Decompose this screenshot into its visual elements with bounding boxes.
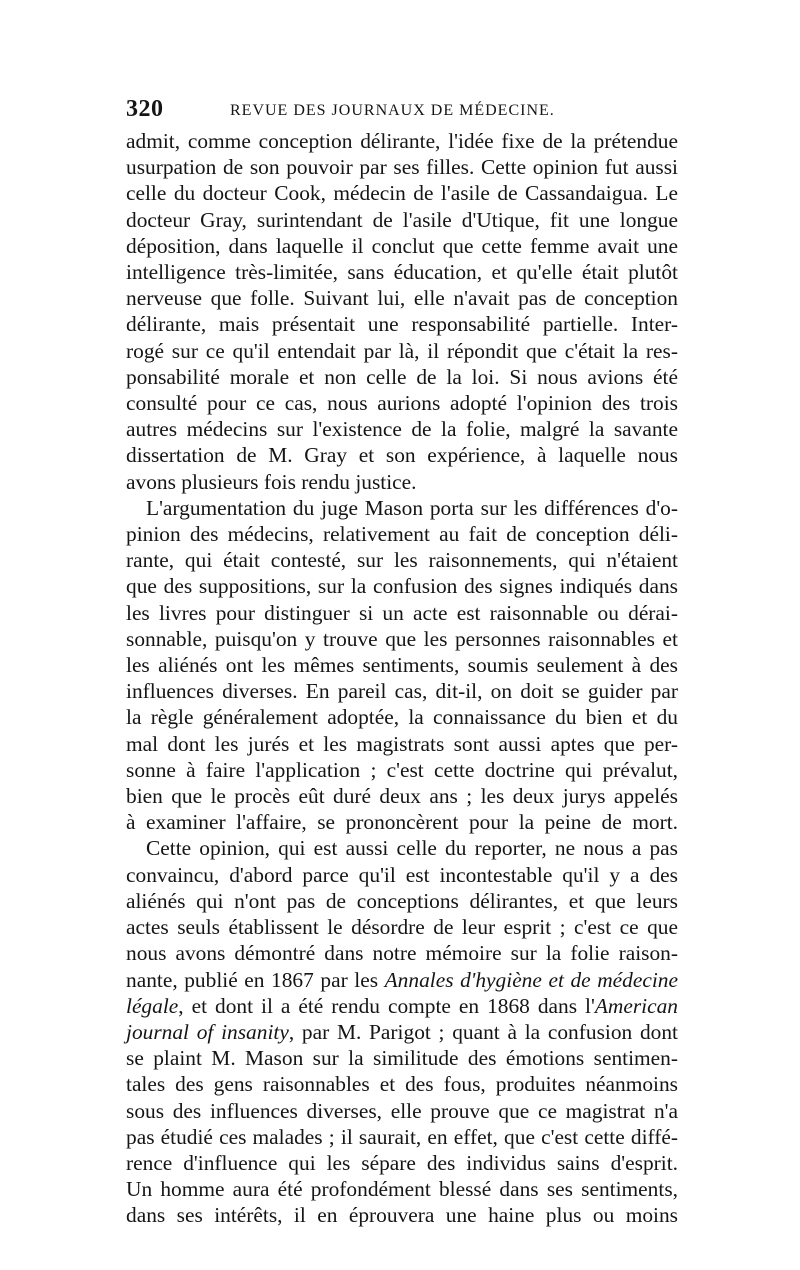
text-line: mal dont les jurés et les magistrats sont aussi aptes que per- bbox=[126, 731, 678, 756]
text-line: actes seuls établissent le désordre de leur esprit ; c'est ce que bbox=[126, 915, 678, 940]
text-line: admit, comme conception délirante, l'idée fixe de la prétendue bbox=[126, 129, 678, 153]
journal-title-american-end: journal of insanity bbox=[126, 1019, 289, 1044]
text-line: tales des gens raisonnables et des fous, produites néanmoins bbox=[126, 1072, 678, 1097]
text-line: à examiner l'affaire, se prononcèrent pour la peine de mort. bbox=[126, 810, 678, 835]
text-line: avons plusieurs fois rendu justice. bbox=[126, 469, 417, 494]
text-line: L'argumentation du juge Mason porta sur les différences d'o- bbox=[146, 495, 678, 520]
text-line: sonnable, puisqu'on y trouve que les personnes raisonnables et bbox=[126, 626, 678, 651]
text-line: nerveuse que folle. Suivant lui, elle n'avait pas de conception bbox=[126, 286, 678, 311]
text-line: celle du docteur Cook, médecin de l'asile de Cassandaigua. Le bbox=[126, 181, 678, 206]
text-line: déposition, dans laquelle il conclut que cette femme avait une bbox=[126, 233, 678, 258]
journal-title-annales-end: légale bbox=[126, 993, 179, 1018]
text-line bbox=[126, 993, 678, 1019]
body-text bbox=[126, 128, 678, 1229]
text-line: bien que le procès eût duré deux ans ; les deux jurys appelés bbox=[126, 784, 678, 809]
text-line bbox=[126, 967, 678, 993]
text-line: pinion des médecins, relativement au fait de conception déli- bbox=[126, 522, 678, 547]
text-line: rante, qui était contesté, sur les raisonnements, qui n'étaient bbox=[126, 548, 678, 573]
text-segment: nante, publié en 1867 par les bbox=[126, 967, 385, 992]
text-line: se plaint M. Mason sur la similitude des émotions sentimen- bbox=[126, 1046, 678, 1071]
paragraph-2 bbox=[126, 495, 678, 836]
text-segment: , et dont il a été rendu compte en 1868 dans l' bbox=[178, 993, 595, 1018]
paragraph-1 bbox=[126, 128, 678, 495]
text-line: intelligence très-limitée, sans éducation, et qu'elle était plutôt bbox=[126, 260, 678, 285]
text-line: sous des influences diverses, elle prouve que ce magistrat n'a bbox=[126, 1098, 678, 1123]
running-title: REVUE DES JOURNAUX DE MÉDECINE. bbox=[230, 102, 555, 119]
text-line: rogé sur ce qu'il entendait par là, il répondit que c'était la res- bbox=[126, 338, 678, 363]
text-line: usurpation de son pouvoir par ses filles. Cette opinion fut aussi bbox=[126, 155, 678, 180]
text-line: Cette opinion, qui est aussi celle du reporter, ne nous a pas bbox=[146, 836, 678, 861]
text-line: Un homme aura été profondément blessé dans ses sentiments, bbox=[126, 1177, 678, 1202]
text-line: dissertation de M. Gray et son expérience, à laquelle nous bbox=[126, 443, 678, 468]
text-line: influences diverses. En pareil cas, dit-il, on doit se guider par bbox=[126, 679, 678, 704]
book-page bbox=[126, 96, 678, 1229]
text-line: autres médecins sur l'existence de la folie, malgré la savante bbox=[126, 417, 678, 442]
text-line: pas étudié ces malades ; il saurait, en effet, que c'est cette diffé- bbox=[126, 1124, 678, 1149]
text-line: docteur Gray, surintendant de l'asile d'Utique, fit une longue bbox=[126, 207, 678, 232]
text-line: les aliénés ont les mêmes sentiments, soumis seulement à des bbox=[126, 653, 678, 678]
text-line: que des suppositions, sur la confusion des signes indiqués dans bbox=[126, 574, 678, 599]
text-line: la règle généralement adoptée, la connaissance du bien et du bbox=[126, 705, 678, 730]
text-segment: , par M. Parigot ; quant à la confusion dont bbox=[288, 1019, 678, 1044]
journal-title-american: American bbox=[594, 993, 678, 1018]
text-line: ponsabilité morale et non celle de la loi. Si nous avions été bbox=[126, 364, 678, 389]
paragraph-3 bbox=[126, 835, 678, 1228]
journal-title-annales: Annales d'hygiène et de médecine bbox=[384, 967, 678, 992]
text-line bbox=[126, 1019, 678, 1045]
text-line: sonne à faire l'application ; c'est cette doctrine qui prévalut, bbox=[126, 757, 678, 782]
text-line: nous avons démontré dans notre mémoire sur la folie raison- bbox=[126, 941, 678, 966]
text-line: dans ses intérêts, il en éprouvera une haine plus ou moins bbox=[126, 1203, 678, 1228]
text-line: consulté pour ce cas, nous aurions adopté l'opinion des trois bbox=[126, 391, 678, 416]
text-line: rence d'influence qui les sépare des individus sains d'esprit. bbox=[126, 1150, 678, 1175]
text-line: délirante, mais présentait une responsabilité partielle. Inter- bbox=[126, 312, 678, 337]
running-head bbox=[126, 96, 678, 126]
text-line: aliénés qui n'ont pas de conceptions délirantes, et que leurs bbox=[126, 888, 678, 913]
text-line: convaincu, d'abord parce qu'il est incontestable qu'il y a des bbox=[126, 862, 678, 887]
text-line: les livres pour distinguer si un acte est raisonnable ou dérai- bbox=[126, 600, 678, 625]
page-number: 320 bbox=[126, 96, 164, 122]
